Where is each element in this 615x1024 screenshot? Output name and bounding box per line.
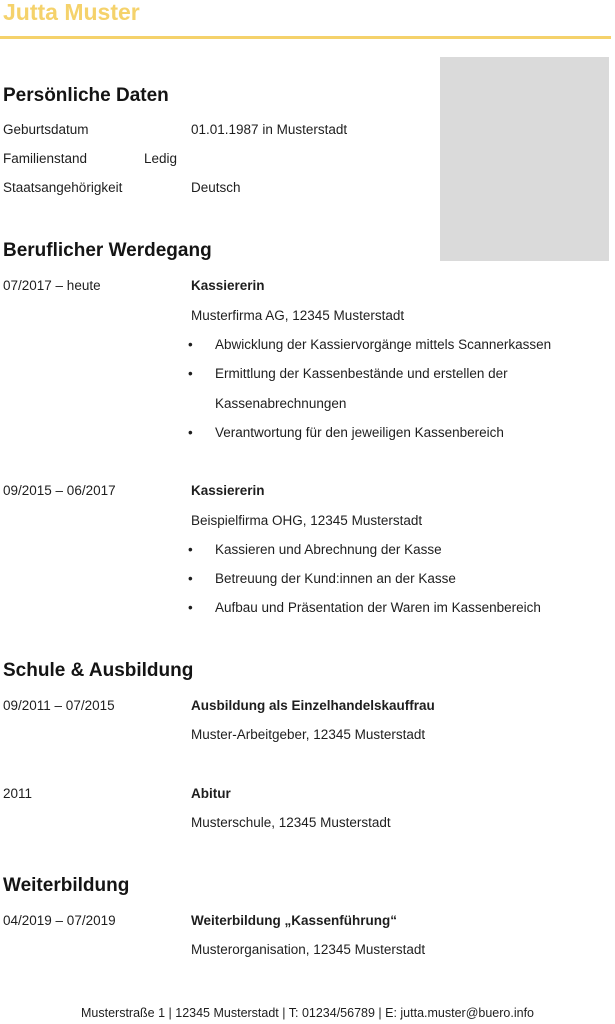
education-role: Abitur bbox=[191, 786, 231, 801]
career-period: 07/2017 – heute bbox=[3, 278, 101, 293]
bullet-dot: • bbox=[188, 600, 193, 615]
education-period: 09/2011 – 07/2015 bbox=[3, 698, 115, 713]
career-role: Kassiererin bbox=[191, 483, 265, 498]
career-bullet: Verantwortung für den jeweiligen Kassenbereich bbox=[215, 425, 504, 440]
bullet-dot: • bbox=[188, 542, 193, 557]
career-role: Kassiererin bbox=[191, 278, 265, 293]
bullet-dot: • bbox=[188, 366, 193, 381]
personal-label-birth: Geburtsdatum bbox=[3, 122, 89, 137]
candidate-name: Jutta Muster bbox=[3, 0, 140, 25]
photo-placeholder bbox=[440, 57, 609, 261]
personal-value-status: Ledig bbox=[144, 151, 178, 166]
bullet-dot: • bbox=[188, 425, 193, 440]
training-place: Musterorganisation, 12345 Musterstadt bbox=[191, 942, 426, 957]
career-bullet: Aufbau und Präsentation der Waren im Kassenbereich bbox=[215, 600, 541, 615]
career-period: 09/2015 – 06/2017 bbox=[3, 483, 116, 498]
education-place: Musterschule, 12345 Musterstadt bbox=[191, 815, 391, 830]
education-role: Ausbildung als Einzelhandelskauffrau bbox=[191, 698, 435, 713]
career-company: Beispielfirma OHG, 12345 Musterstadt bbox=[191, 513, 423, 528]
personal-label-status: Familienstand bbox=[3, 151, 88, 166]
bullet-dot: • bbox=[188, 571, 193, 586]
header-divider bbox=[0, 36, 611, 39]
education-place: Muster-Arbeitgeber, 12345 Musterstadt bbox=[191, 727, 426, 742]
training-period: 04/2019 – 07/2019 bbox=[3, 913, 116, 928]
section-title-career: Beruflicher Werdegang bbox=[3, 240, 212, 261]
personal-value-birth: 01.01.1987 in Musterstadt bbox=[191, 122, 348, 137]
contact-footer: Musterstraße 1 | 12345 Musterstadt | T: 01234/56789 | E: jutta.muster@buero.info bbox=[81, 1006, 534, 1020]
career-company: Musterfirma AG, 12345 Musterstadt bbox=[191, 308, 405, 323]
career-bullet-continuation: Kassenabrechnungen bbox=[215, 396, 347, 411]
career-bullet: Kassieren und Abrechnung der Kasse bbox=[215, 542, 442, 557]
section-title-education: Schule & Ausbildung bbox=[3, 660, 194, 681]
training-role: Weiterbildung „Kassenführung“ bbox=[191, 913, 398, 928]
section-title-personal: Persönliche Daten bbox=[3, 85, 169, 106]
section-title-training: Weiterbildung bbox=[3, 875, 130, 896]
career-bullet: Betreuung der Kund:innen an der Kasse bbox=[215, 571, 456, 586]
bullet-dot: • bbox=[188, 337, 193, 352]
career-bullet: Ermittlung der Kassenbestände und erstellen der bbox=[215, 366, 508, 381]
career-bullet: Abwicklung der Kassiervorgänge mittels Scannerkassen bbox=[215, 337, 552, 352]
education-period: 2011 bbox=[3, 786, 33, 801]
personal-label-nationality: Staatsangehörigkeit bbox=[3, 180, 123, 195]
personal-value-nationality: Deutsch bbox=[191, 180, 241, 195]
